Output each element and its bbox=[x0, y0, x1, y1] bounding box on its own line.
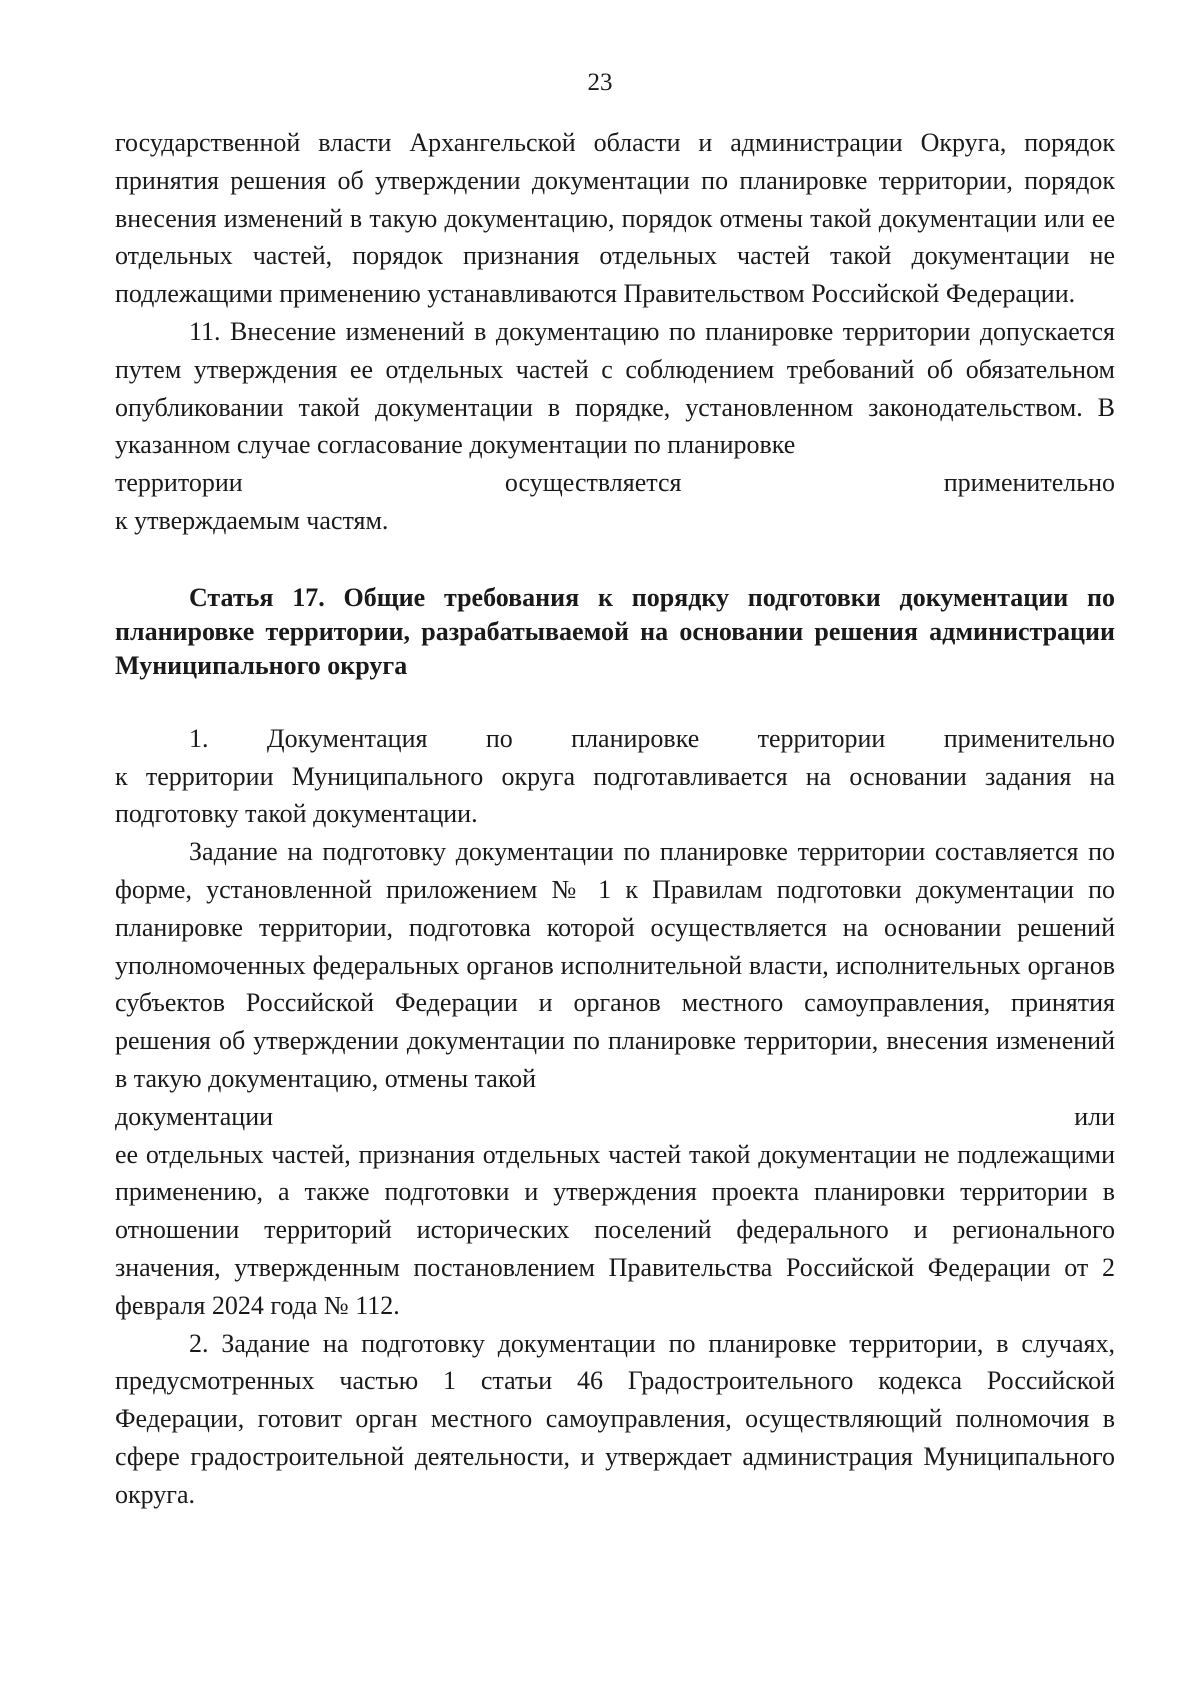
word: 1. bbox=[189, 723, 209, 753]
word: территории bbox=[757, 723, 886, 753]
word: осуществляется bbox=[504, 468, 682, 498]
document-body bbox=[115, 124, 1115, 1514]
word: применительно bbox=[943, 723, 1115, 753]
article-heading: Статья 17. Общие требования к порядку подготовки документации по планировке территории, разрабатываемой на основании решения администрации Муниципального округа bbox=[115, 582, 1115, 680]
paragraph-task-continuation: ее отдельных частей, признания отдельных частей такой документации не подлежащими применению, а также подготовки и утверждения проекта планировки территории в отношении территорий исторических поселений федерального и регионального значения, утвержденным постановлением Правительства Российской Федерации от 2 февраля 2024 года № 112. bbox=[115, 1139, 1115, 1320]
paragraph-continuation: государственной власти Архангельской области и администрации Округа, порядок принятия решения об утверждении документации по планировке территории, порядок внесения изменений в такую документацию, порядок отмены такой документации или ее отдельных частей, порядок признания отдельных частей такой документации не подлежащими применению устанавливаются Правительством Российской Федерации. bbox=[115, 128, 1115, 309]
paragraph-item-11: 11. Внесение изменений в документацию по планировке территории допускается путем утверждения ее отдельных частей с соблюдением требований об обязательном опубликовании такой документации в порядке, установленном законодательством. В указанном случае согласование документации по планировке bbox=[115, 316, 1115, 460]
word: планировке bbox=[571, 723, 700, 753]
article-item-1-first-line bbox=[115, 720, 1115, 758]
paragraph-task: Задание на подготовку документации по планировке территории составляется по форме, установленной приложением № 1 к Правилам подготовки документации по планировке территории, подготовка которой осуществляется на основании решений уполномоченных федеральных органов исполнительной власти, исполнительных органов субъектов Российской Федерации и органов местного самоуправления, принятия решения об утверждении документации по планировке территории, внесения изменений в такую документацию, отмены такой bbox=[115, 837, 1115, 1093]
word: применительно bbox=[943, 468, 1115, 498]
word: документации bbox=[115, 1101, 274, 1131]
paragraph-item-11-last-line: к утверждаемым частям. bbox=[115, 505, 389, 535]
article-item-1: к территории Муниципального округа подготавливается на основании задания на подготовку такой документации. bbox=[115, 761, 1115, 829]
word: Документация bbox=[266, 723, 428, 753]
article-item-2: 2. Задание на подготовку документации по планировке территории, в случаях, предусмотренных частью 1 статьи 46 Градостроительного кодекса Российской Федерации, готовит орган местного самоуправления, осуществляющий полномочия в сфере градостроительной деятельности, и утверждает администрация Муниципального округа. bbox=[115, 1328, 1115, 1509]
word: или bbox=[1074, 1101, 1115, 1131]
paragraph-item-11-spread-line bbox=[115, 464, 1115, 502]
word: по bbox=[485, 723, 513, 753]
word: территории bbox=[115, 468, 243, 498]
paragraph-task-spread-line bbox=[115, 1098, 1115, 1136]
page-number: 23 bbox=[587, 69, 613, 96]
